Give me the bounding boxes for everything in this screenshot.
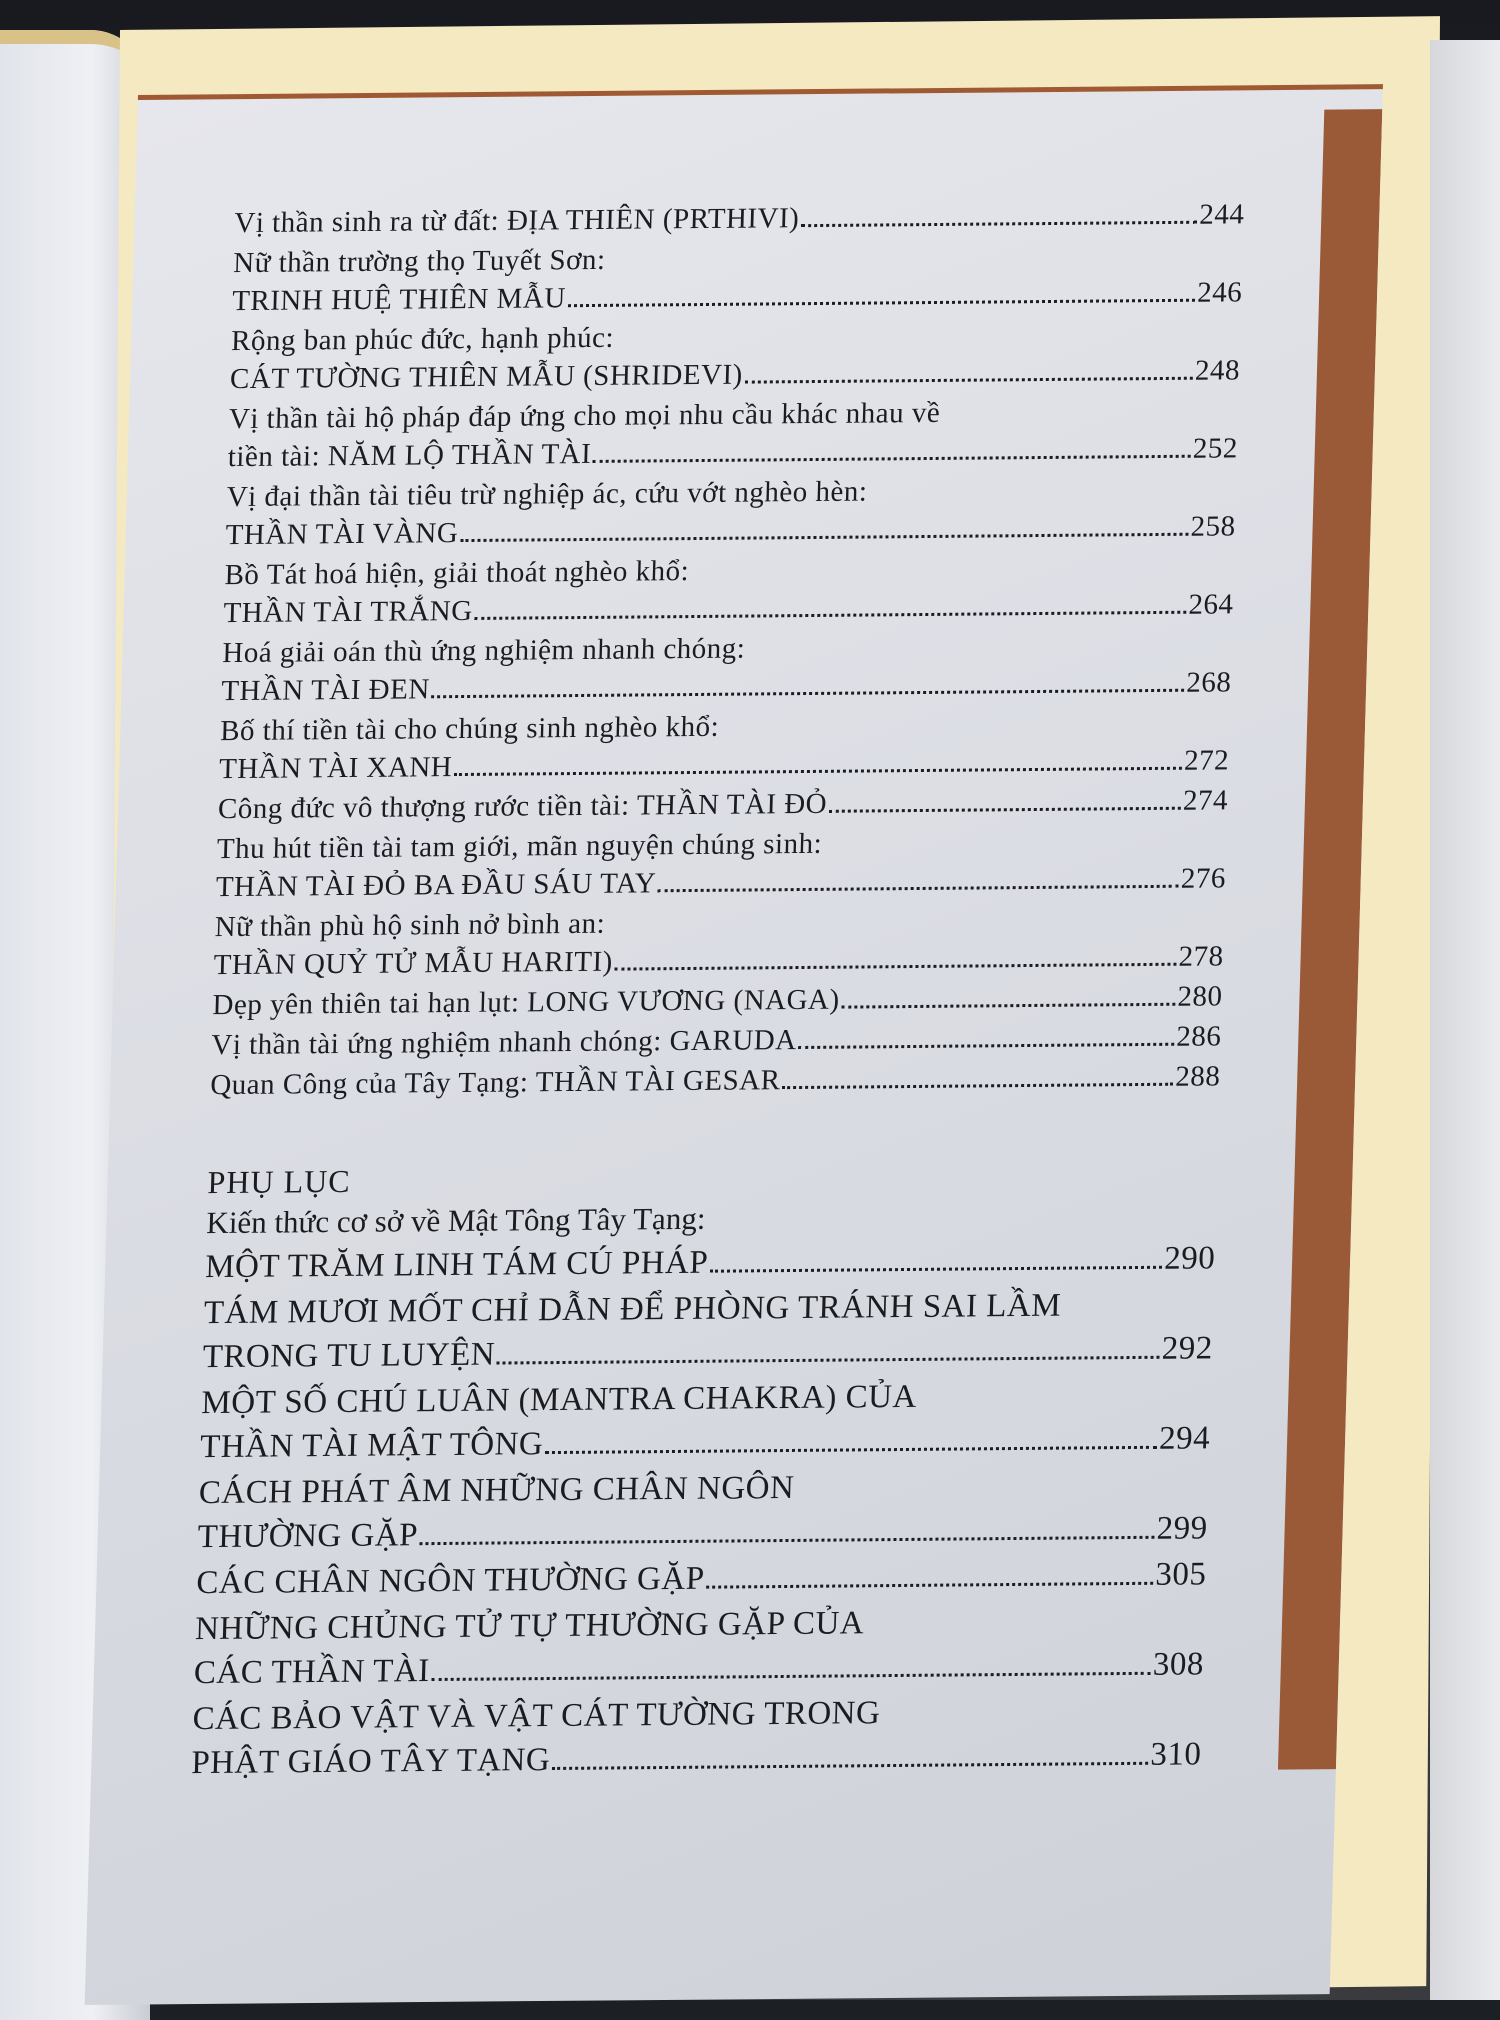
appendix-section — [191, 1155, 1218, 1785]
dot-leader — [545, 1446, 1157, 1454]
toc-entry-row — [223, 585, 1234, 632]
toc-entry — [217, 781, 1228, 828]
toc-entry — [230, 313, 1242, 398]
toc-entry-description: Vị đại thần tài tiêu trừ nghiệp ác, cứu vớt nghèo hèn: — [226, 475, 868, 514]
toc-entry — [215, 821, 1227, 906]
toc-entry-title: TRINH HUỆ THIÊN MẪU — [231, 282, 567, 318]
dot-leader — [745, 377, 1193, 384]
toc-entry — [200, 1372, 1212, 1469]
toc-entry-description: Thu hút tiền tài tam giới, mãn nguyện chúng sinh: — [216, 827, 823, 866]
toc-entry-title: MỘT TRĂM LINH TÁM CÚ PHÁP — [204, 1244, 709, 1286]
dot-leader — [829, 807, 1181, 813]
toc-entry-title: THẦN TÀI TRẮNG — [223, 594, 474, 630]
toc-page-number: 292 — [1161, 1330, 1214, 1367]
toc-entry-description: Bồ Tát hoá hiện, giải thoát nghèo khổ: — [224, 555, 690, 592]
toc-entry-description: Rộng ban phúc đức, hạnh phúc: — [230, 321, 615, 358]
dot-leader — [497, 1356, 1160, 1365]
toc-entry-title: Quan Công của Tây Tạng: THẦN TÀI GESAR — [209, 1064, 781, 1102]
dot-leader — [432, 689, 1185, 699]
toc-entry — [212, 977, 1223, 1024]
toc-entry-row — [197, 1506, 1208, 1559]
toc-entry — [234, 195, 1245, 242]
toc-page-number: 305 — [1154, 1556, 1207, 1593]
toc-entry-title: Công đức vô thượng rước tiền tài: THẦN TÀI ĐỎ — [217, 787, 828, 826]
toc-entry — [211, 1017, 1222, 1064]
toc-entry-row — [213, 937, 1224, 984]
toc-entry — [202, 1282, 1214, 1379]
toc-entry-description: MỘT SỐ CHÚ LUÂN (MANTRA CHAKRA) CỦA — [200, 1378, 918, 1422]
toc-entry-title: CÁC THẦN TÀI — [193, 1653, 431, 1692]
toc-page-number: 274 — [1182, 784, 1229, 817]
toc-entry — [197, 1462, 1209, 1559]
toc-entry-row — [202, 1326, 1213, 1379]
dot-leader — [460, 533, 1188, 542]
toc-entry — [219, 703, 1231, 788]
toc-page-number: 246 — [1196, 276, 1243, 309]
toc-entry-title: CÁC CHÂN NGÔN THƯỜNG GẶP — [195, 1560, 706, 1602]
toc-entry-row — [212, 977, 1223, 1024]
toc-entry — [213, 899, 1225, 984]
toc-entry-title: CÁT TƯỜNG THIÊN MẪU (SHRIDEVI) — [229, 358, 744, 396]
toc-entry-row — [230, 351, 1241, 398]
toc-page-number: 280 — [1177, 980, 1224, 1013]
dot-leader — [568, 299, 1196, 307]
toc-page-number: 308 — [1152, 1646, 1205, 1683]
dot-leader — [710, 1266, 1162, 1273]
dot-leader — [658, 885, 1179, 893]
toc-entry-row — [211, 1017, 1222, 1064]
toc-entry-title: TRONG TU LUYỆN — [202, 1336, 496, 1376]
dot-leader — [801, 221, 1197, 227]
toc-page-number: 276 — [1180, 862, 1227, 895]
toc-page-number: 299 — [1156, 1510, 1209, 1547]
toc-entry-description: Vị thần tài hộ pháp đáp ứng cho mọi nhu cầu khác nhau về — [228, 396, 941, 436]
toc-page-number: 290 — [1163, 1240, 1216, 1277]
table-of-contents — [191, 195, 1245, 1787]
dot-leader — [841, 1003, 1175, 1009]
toc-entry — [196, 1552, 1207, 1605]
toc-entry-title: THẦN TÀI VÀNG — [225, 517, 459, 552]
toc-entry-row — [193, 1642, 1204, 1695]
toc-entry-title: Vị thần tài ứng nghiệm nhanh chóng: GARUDA — [210, 1024, 798, 1062]
toc-entry-row — [215, 859, 1226, 906]
dot-leader — [615, 963, 1177, 971]
dot-leader — [474, 611, 1186, 620]
toc-entry — [225, 469, 1237, 554]
toc-page-number: 288 — [1174, 1060, 1221, 1093]
toc-entry-description: NHỮNG CHỦNG TỬ TỰ THƯỜNG GẶP CỦA — [194, 1605, 865, 1648]
toc-page-number: 248 — [1194, 354, 1241, 387]
dot-leader — [782, 1083, 1173, 1089]
toc-entry-title: Vị thần sinh ra từ đất: ĐỊA THIÊN (PRTHIVI) — [233, 202, 800, 240]
toc-entry-row — [210, 1057, 1221, 1104]
toc-entry-row — [219, 741, 1230, 788]
toc-entry — [191, 1688, 1203, 1785]
toc-entry-title: THẦN QUỶ TỬ MẪU HARITI) — [213, 945, 614, 982]
toc-entry-title: tiền tài: NĂM LỘ THẦN TÀI — [227, 437, 592, 474]
toc-entry-row — [200, 1416, 1211, 1469]
dot-leader — [706, 1582, 1153, 1589]
toc-page-number: 294 — [1158, 1420, 1211, 1457]
toc-entry-row — [234, 195, 1245, 242]
toc-entry-row — [221, 663, 1232, 710]
toc-entry-description: Hoá giải oán thù ứng nghiệm nhanh chóng: — [221, 632, 746, 670]
toc-entry-row — [205, 1236, 1216, 1289]
dot-leader — [593, 455, 1191, 463]
dot-leader — [420, 1536, 1155, 1545]
appendix-heading: PHỤ LỤC — [207, 1162, 352, 1201]
toc-entry-title: THƯỜNG GẶP — [197, 1517, 419, 1556]
toc-entry-description: Nữ thần phù hộ sinh nở bình an: — [214, 907, 606, 944]
toc-entry-row — [227, 429, 1238, 476]
toc-entry-row — [191, 1732, 1202, 1785]
toc-entry-title: THẦN TÀI XANH — [218, 751, 453, 786]
toc-entry — [223, 547, 1235, 632]
toc-page-number: 272 — [1183, 744, 1230, 777]
toc-entry — [210, 1057, 1221, 1104]
toc-entry-description: Nữ thần trường thọ Tuyết Sơn: — [232, 243, 607, 280]
dot-leader — [454, 767, 1182, 776]
toc-entry — [227, 391, 1239, 476]
toc-page-number: 244 — [1198, 198, 1245, 231]
table-of-contents-page — [85, 84, 1383, 2005]
dot-leader — [431, 1672, 1150, 1681]
toc-page-number: 252 — [1192, 432, 1239, 465]
toc-entry-description: CÁC BẢO VẬT VÀ VẬT CÁT TƯỜNG TRONG — [192, 1695, 881, 1738]
toc-entry-title: PHẬT GIÁO TÂY TẠNG — [190, 1741, 551, 1782]
toc-page-number: 310 — [1149, 1736, 1202, 1773]
toc-entry-row — [225, 507, 1236, 554]
toc-entry-row — [196, 1552, 1207, 1605]
toc-entry-row — [232, 273, 1243, 320]
toc-entry-description: Bố thí tiền tài cho chúng sinh nghèo khổ: — [219, 710, 720, 748]
toc-page-number: 278 — [1178, 940, 1225, 973]
toc-entry-title: THẦN TÀI MẬT TÔNG — [199, 1426, 544, 1466]
dot-leader — [552, 1762, 1148, 1770]
toc-appendix-list — [191, 1236, 1216, 1785]
adjacent-book-edge — [1430, 40, 1500, 2000]
toc-page-number: 264 — [1188, 588, 1234, 621]
appendix-subheading: Kiến thức cơ sở về Mật Tông Tây Tạng: — [205, 1200, 706, 1241]
toc-entry-title: THẦN TÀI ĐEN — [220, 673, 431, 708]
toc-entry-title: Dẹp yên thiên tai hạn lụt: LONG VƯƠNG (NAGA) — [212, 983, 841, 1022]
toc-main-list — [210, 195, 1245, 1104]
toc-entry — [221, 625, 1233, 710]
toc-entry-title: THẦN TÀI ĐỎ BA ĐẦU SÁU TAY — [215, 867, 657, 904]
toc-page-number: 286 — [1175, 1020, 1222, 1053]
toc-entry — [232, 235, 1244, 320]
toc-entry — [205, 1236, 1216, 1289]
toc-entry — [193, 1598, 1205, 1695]
toc-entry-description: CÁCH PHÁT ÂM NHỮNG CHÂN NGÔN — [198, 1469, 795, 1512]
toc-entry-description: TÁM MƯƠI MỐT CHỈ DẪN ĐỂ PHÒNG TRÁNH SAI LẦM — [203, 1287, 1062, 1332]
toc-page-number: 268 — [1185, 666, 1232, 699]
toc-entry-row — [217, 781, 1228, 828]
dot-leader — [798, 1043, 1174, 1049]
toc-page-number: 258 — [1190, 510, 1237, 543]
